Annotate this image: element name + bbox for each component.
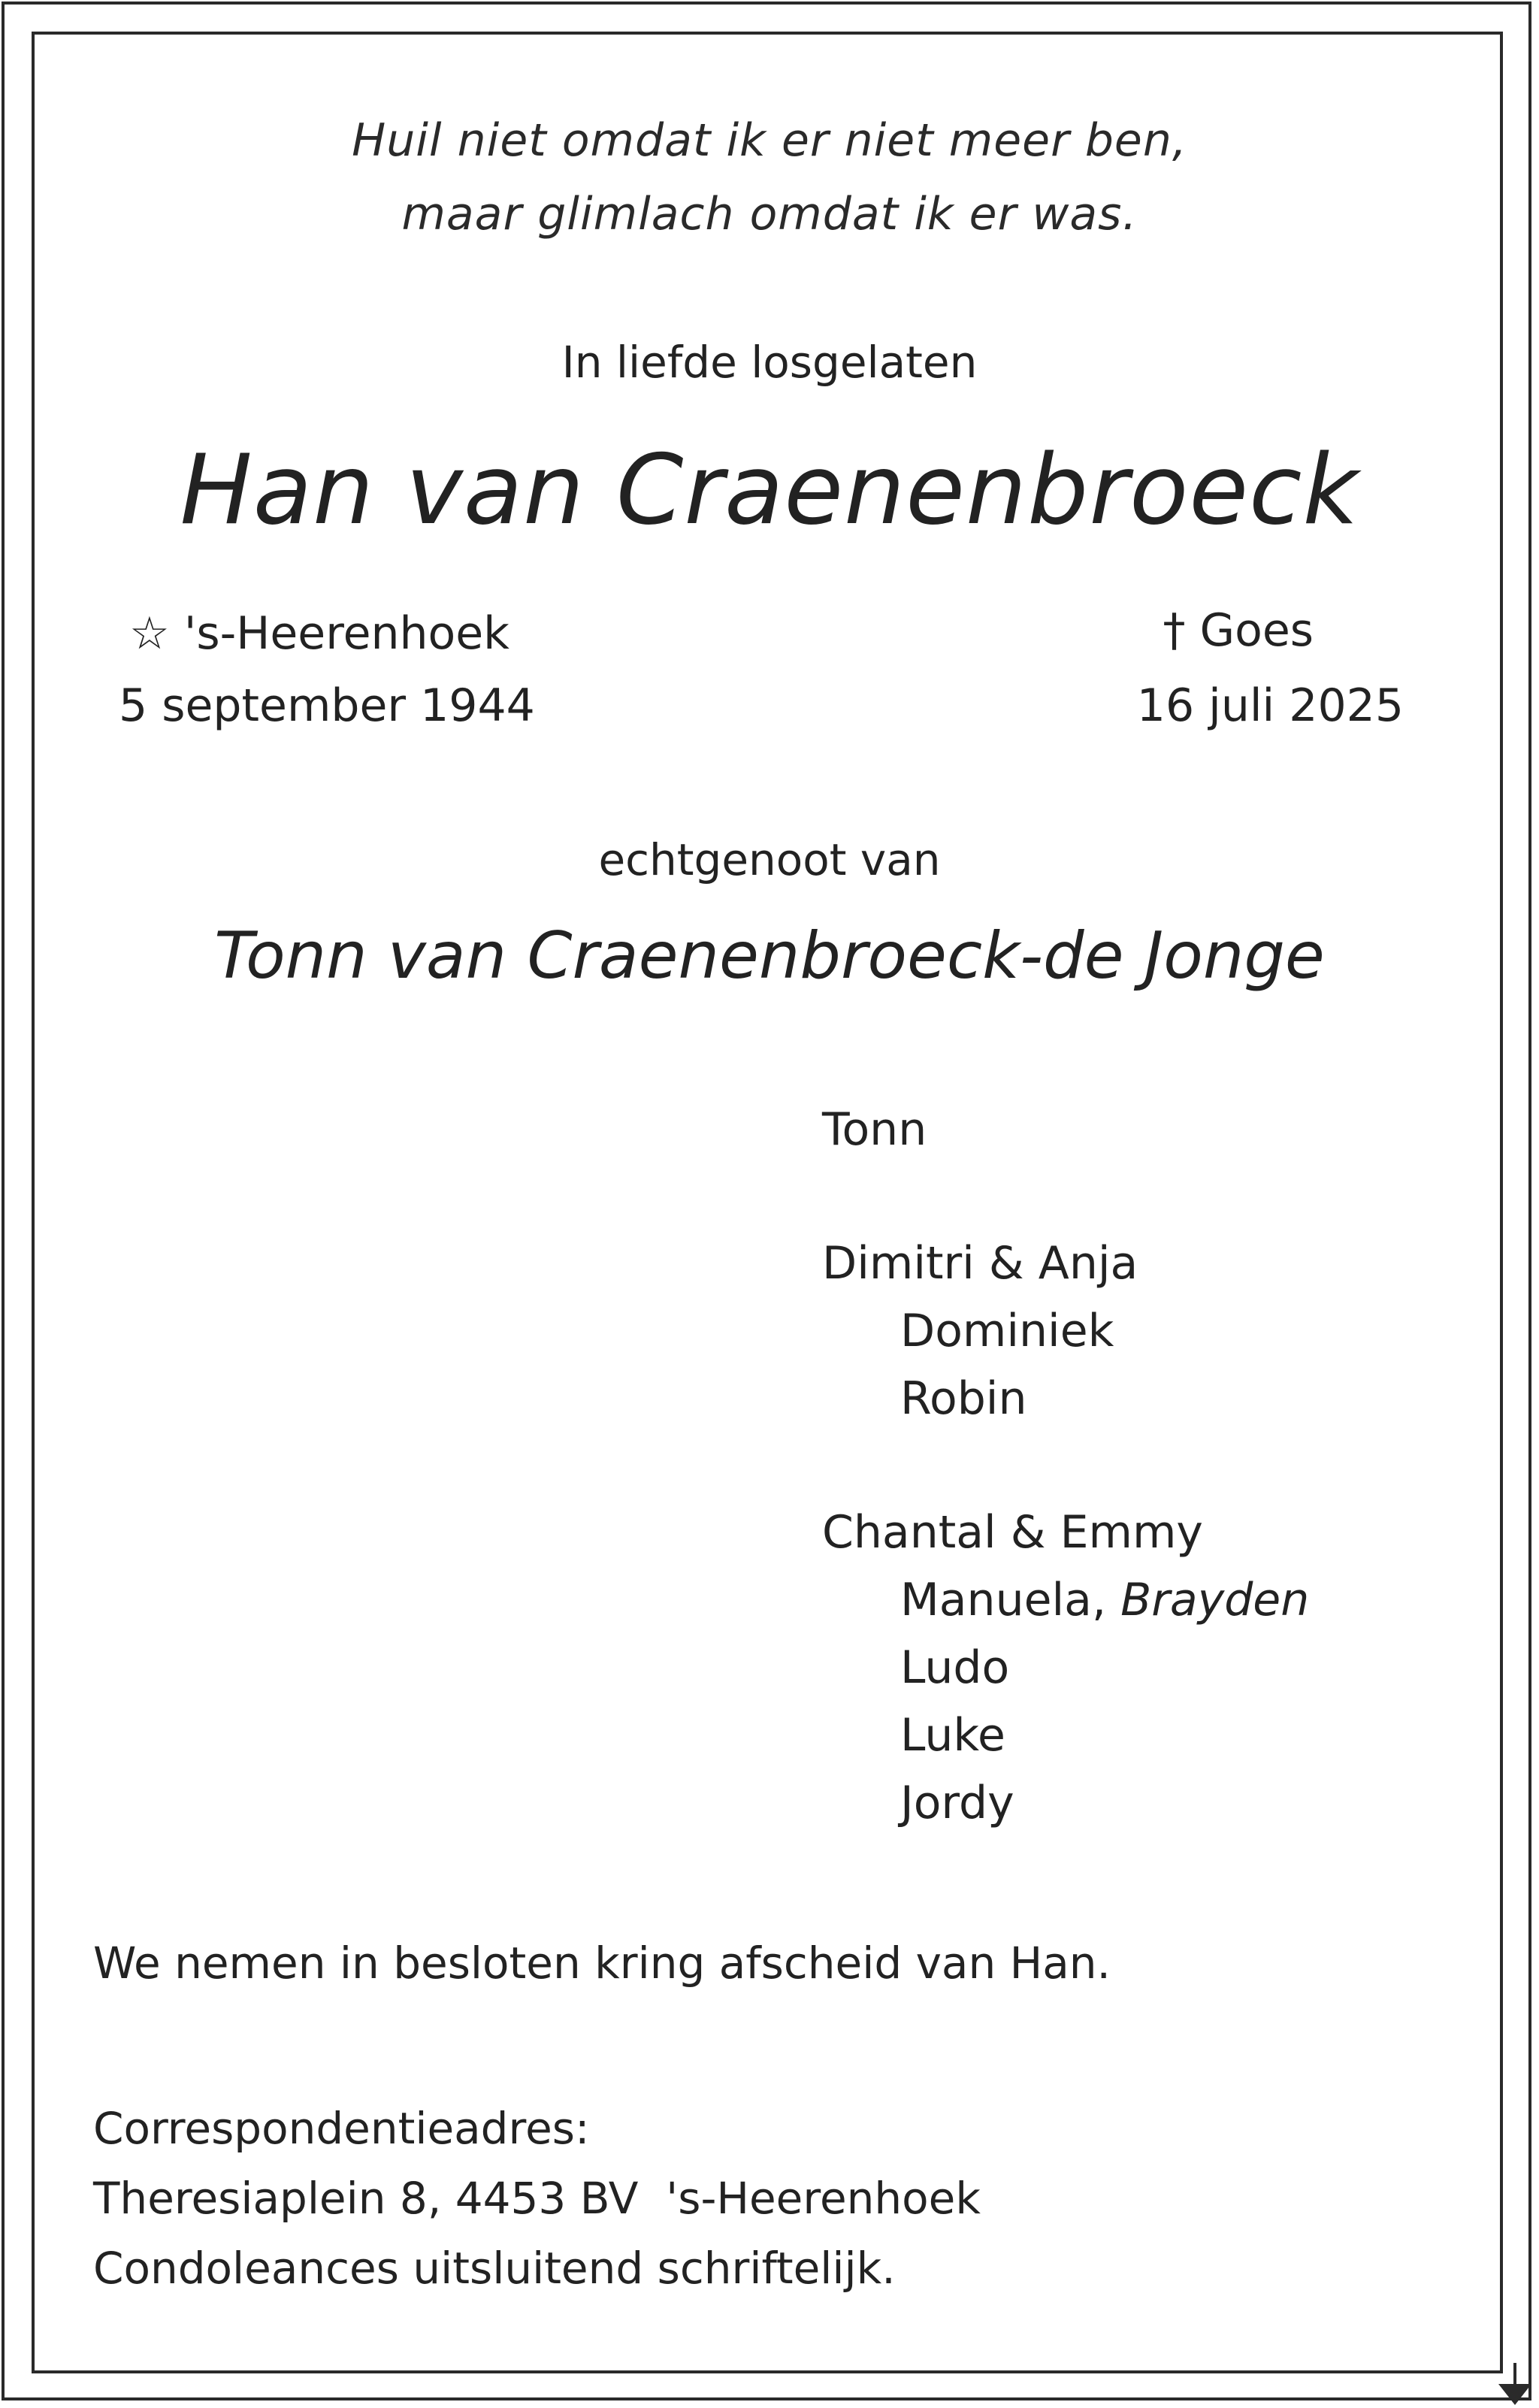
death-place: Goes (1199, 604, 1314, 657)
correspondence-label: Correspondentieadres: (93, 2103, 590, 2154)
farewell-text: We nemen in besloten kring afscheid van Han. (93, 1938, 1111, 1989)
family-spouse: Tonn (822, 1103, 927, 1156)
intro-text: In liefde losgelaten (561, 337, 978, 388)
family-group2-child: Luke (900, 1709, 1005, 1762)
birth-place: 's-Heerenhoek (183, 607, 509, 660)
down-arrow-icon[interactable] (1494, 2361, 1536, 2406)
family-group1-parents: Dimitri & Anja (822, 1237, 1138, 1290)
motto-line-1: Huil niet omdat ik er niet meer ben, (352, 114, 1187, 167)
family-group2-child: Ludo (900, 1641, 1010, 1694)
family-group2-child (822, 1566, 1309, 1634)
family-group2-child-partner: Brayden (1120, 1574, 1310, 1626)
spouse-label: echtgenoot van (598, 834, 941, 885)
death-line (1163, 604, 1314, 657)
motto-line-2: maar glimlach omdat ik er was. (401, 188, 1138, 240)
cross-icon: † (1163, 604, 1186, 657)
family-group2-child-name: Manuela, (900, 1574, 1107, 1626)
birth-line (129, 607, 509, 660)
family-group1-child: Robin (900, 1372, 1027, 1425)
family-group2-child: Jordy (900, 1777, 1014, 1829)
star-icon: ☆ (129, 607, 170, 660)
family-group2-parents: Chantal & Emmy (822, 1506, 1203, 1559)
spouse-name: Tonn van Craenenbroeck-de Jonge (214, 918, 1325, 994)
family-list (822, 1096, 1309, 1837)
condolences-note: Condoleances uitsluitend schriftelijk. (93, 2243, 896, 2294)
correspondence-address: Theresiaplein 8, 4453 BV 's-Heerenhoek (93, 2173, 981, 2224)
deceased-name: Han van Craenenbroeck (180, 434, 1359, 546)
correspondence-block (93, 2094, 981, 2304)
birth-date: 5 september 1944 (119, 679, 535, 732)
death-date: 16 juli 2025 (1136, 679, 1404, 732)
family-group1-child: Dominiek (900, 1305, 1114, 1357)
